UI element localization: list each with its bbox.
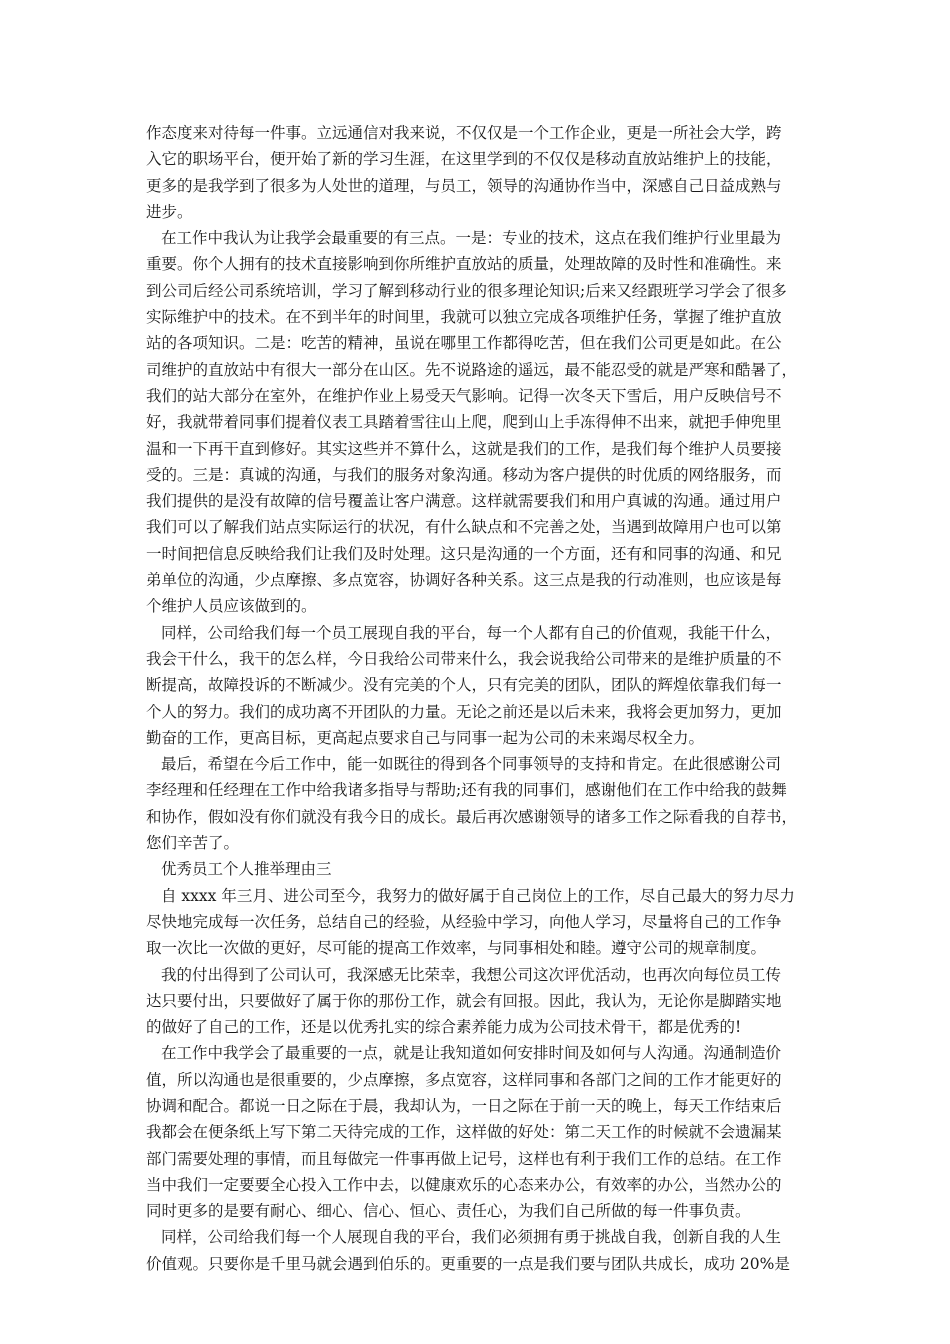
paragraph-4: 最后，希望在今后工作中，能一如既往的得到各个同事领导的支持和肯定。在此很感谢公司 李经理和任经理在工作中给我诸多指导与帮助;还有我的同事们，感谢他们在工作中给我的鼓舞 和协作，假如没有你们就没有我今日的成长。最后再次感谢领导的诸多工作之际看我的自荐书， 您们辛苦了。 [146, 755, 798, 853]
paragraph-8: 同样，公司给我们每一个人展现自我的平台，我们必须拥有勇于挑战自我，创新自我的人生 价值观。只要你是千里马就会遇到伯乐的。更重要的一点是我们要与团队共成长，成功 20%是 [146, 1228, 790, 1273]
paragraph-1: 作态度来对待每一件事。立远通信对我来说，不仅仅是一个工作企业，更是一所社会大学，跨 入它的职场平台，便开始了新的学习生涯，在这里学到的不仅仅是移动直放站维护上的技能， 更多的是我学到了很多为人处世的道理，与员工，领导的沟通协作当中，深感自己日益成熟与 进步。 [146, 124, 782, 221]
section-heading: 优秀员工个人推举理由三 [161, 860, 332, 879]
paragraph-3: 同样，公司给我们每一个员工展现自我的平台，每一个人都有自己的价值观，我能干什么， 我会干什么，我干的怎么样，今日我给公司带来什么，我会说我给公司带来的是维护质量的不 断提高，故障投诉的不断减少。没有完美的个人，只有完美的团队，团队的辉煌依靠我们每一 个人的努力。我们的成功离不开团队的力量。无论之前还是以后未来，我将会更加努力，更加 勤奋的工作，更高目标，更高起点要求自己与同事一起为公司的未来竭尽权全力。 [146, 623, 782, 747]
paragraph-6: 我的付出得到了公司认可，我深感无比荣幸，我想公司这次评优活动，也再次向每位员工传 达只要付出，只要做好了属于你的那份工作，就会有回报。因此，我认为，无论你是脚踏实地 的做好了自己的工作，还是以优秀扎实的综合素养能力成为公司技术骨干，都是优秀的! [146, 965, 782, 1037]
paragraph-7: 在工作中我学会了最重要的一点，就是让我知道如何安排时间及如何与人沟通。沟通制造价 值，所以沟通也是很重要的，少点摩擦，多点宽容，这样同事和各部门之间的工作才能更好的 协调和配合。都说一日之际在于晨，我却认为，一日之际在于前一天的晚上，每天工作结束后 我都会在便条纸上写下第二天待完成的工作，这样做的好处：第二天工作的时候就不会遗漏某 部门需要处理的事情，而且每做完一件事再做上记号，这样也有利于我们工作的总结。在工作 当中我们一定要要全心投入工作中去，以健康欢乐的心态来办公，有效率的办公，当然办公的 同时更多的是要有耐心、细心、信心、恒心、责任心，为我们自己所做的每一件事负责。 [146, 1044, 782, 1221]
paragraph-5: 自 xxxx 年三月、进公司至今，我努力的做好属于自己岗位上的工作，尽自己最大的努力尽力 尽快地完成每一次任务，总结自己的经验，从经验中学习，向他人学习，尽量将自己的工作争 取一次比一次做的更好，尽可能的提高工作效率，与同事相处和睦。遵守公司的规章制度。 [146, 886, 795, 958]
document-body [146, 120, 806, 1277]
paragraph-2: 在工作中我认为让我学会最重要的有三点。一是：专业的技术，这点在我们维护行业里最为 重要。你个人拥有的技术直接影响到你所维护直放站的质量，处理故障的及时性和准确性。来 到公司后经公司系统培训，学习了解到移动行业的很多理论知识;后来又经跟班学习学会了很多 实际维护中的技术。在不到半年的时间里，我就可以独立完成各项维护任务，掌握了维护直放 站的各项知识。二是：吃苦的精神，虽说在哪里工作都得吃苦，但在我们公司更是如此。在公 司维护的直放站中有很大一部分在山区。先不说路途的遥远，最不能忍受的就是严寒和酷暑了， 我们的站大部分在室外，在维护作业上易受天气影响。记得一次冬天下雪后，用户反映信号不 好，我就带着同事们提着仪表工具踏着雪往山上爬，爬到山上手冻得伸不出来，就把手伸兜里 温和一下再干直到修好。其实这些并不算什么，这就是我们的工作，是我们每个维护人员要接 受的。三是：真诚的沟通，与我们的服务对象沟通。移动为客户提供的时优质的网络服务，而 我们提供的是没有故障的信号覆盖让客户满意。这样就需要我们和用户真诚的沟通。通过用户 我们可以了解我们站点实际运行的状况，有什么缺点和不完善之处，当遇到故障用户也可以第 一时间把信息反映给我们让我们及时处理。这只是沟通的一个方面，还有和同事的沟通、和兄 弟单位的沟通，少点摩擦、多点宽容，协调好各种关系。这三点是我的行动准则，也应该是每 个维护人员应该做到的。 [146, 229, 798, 616]
